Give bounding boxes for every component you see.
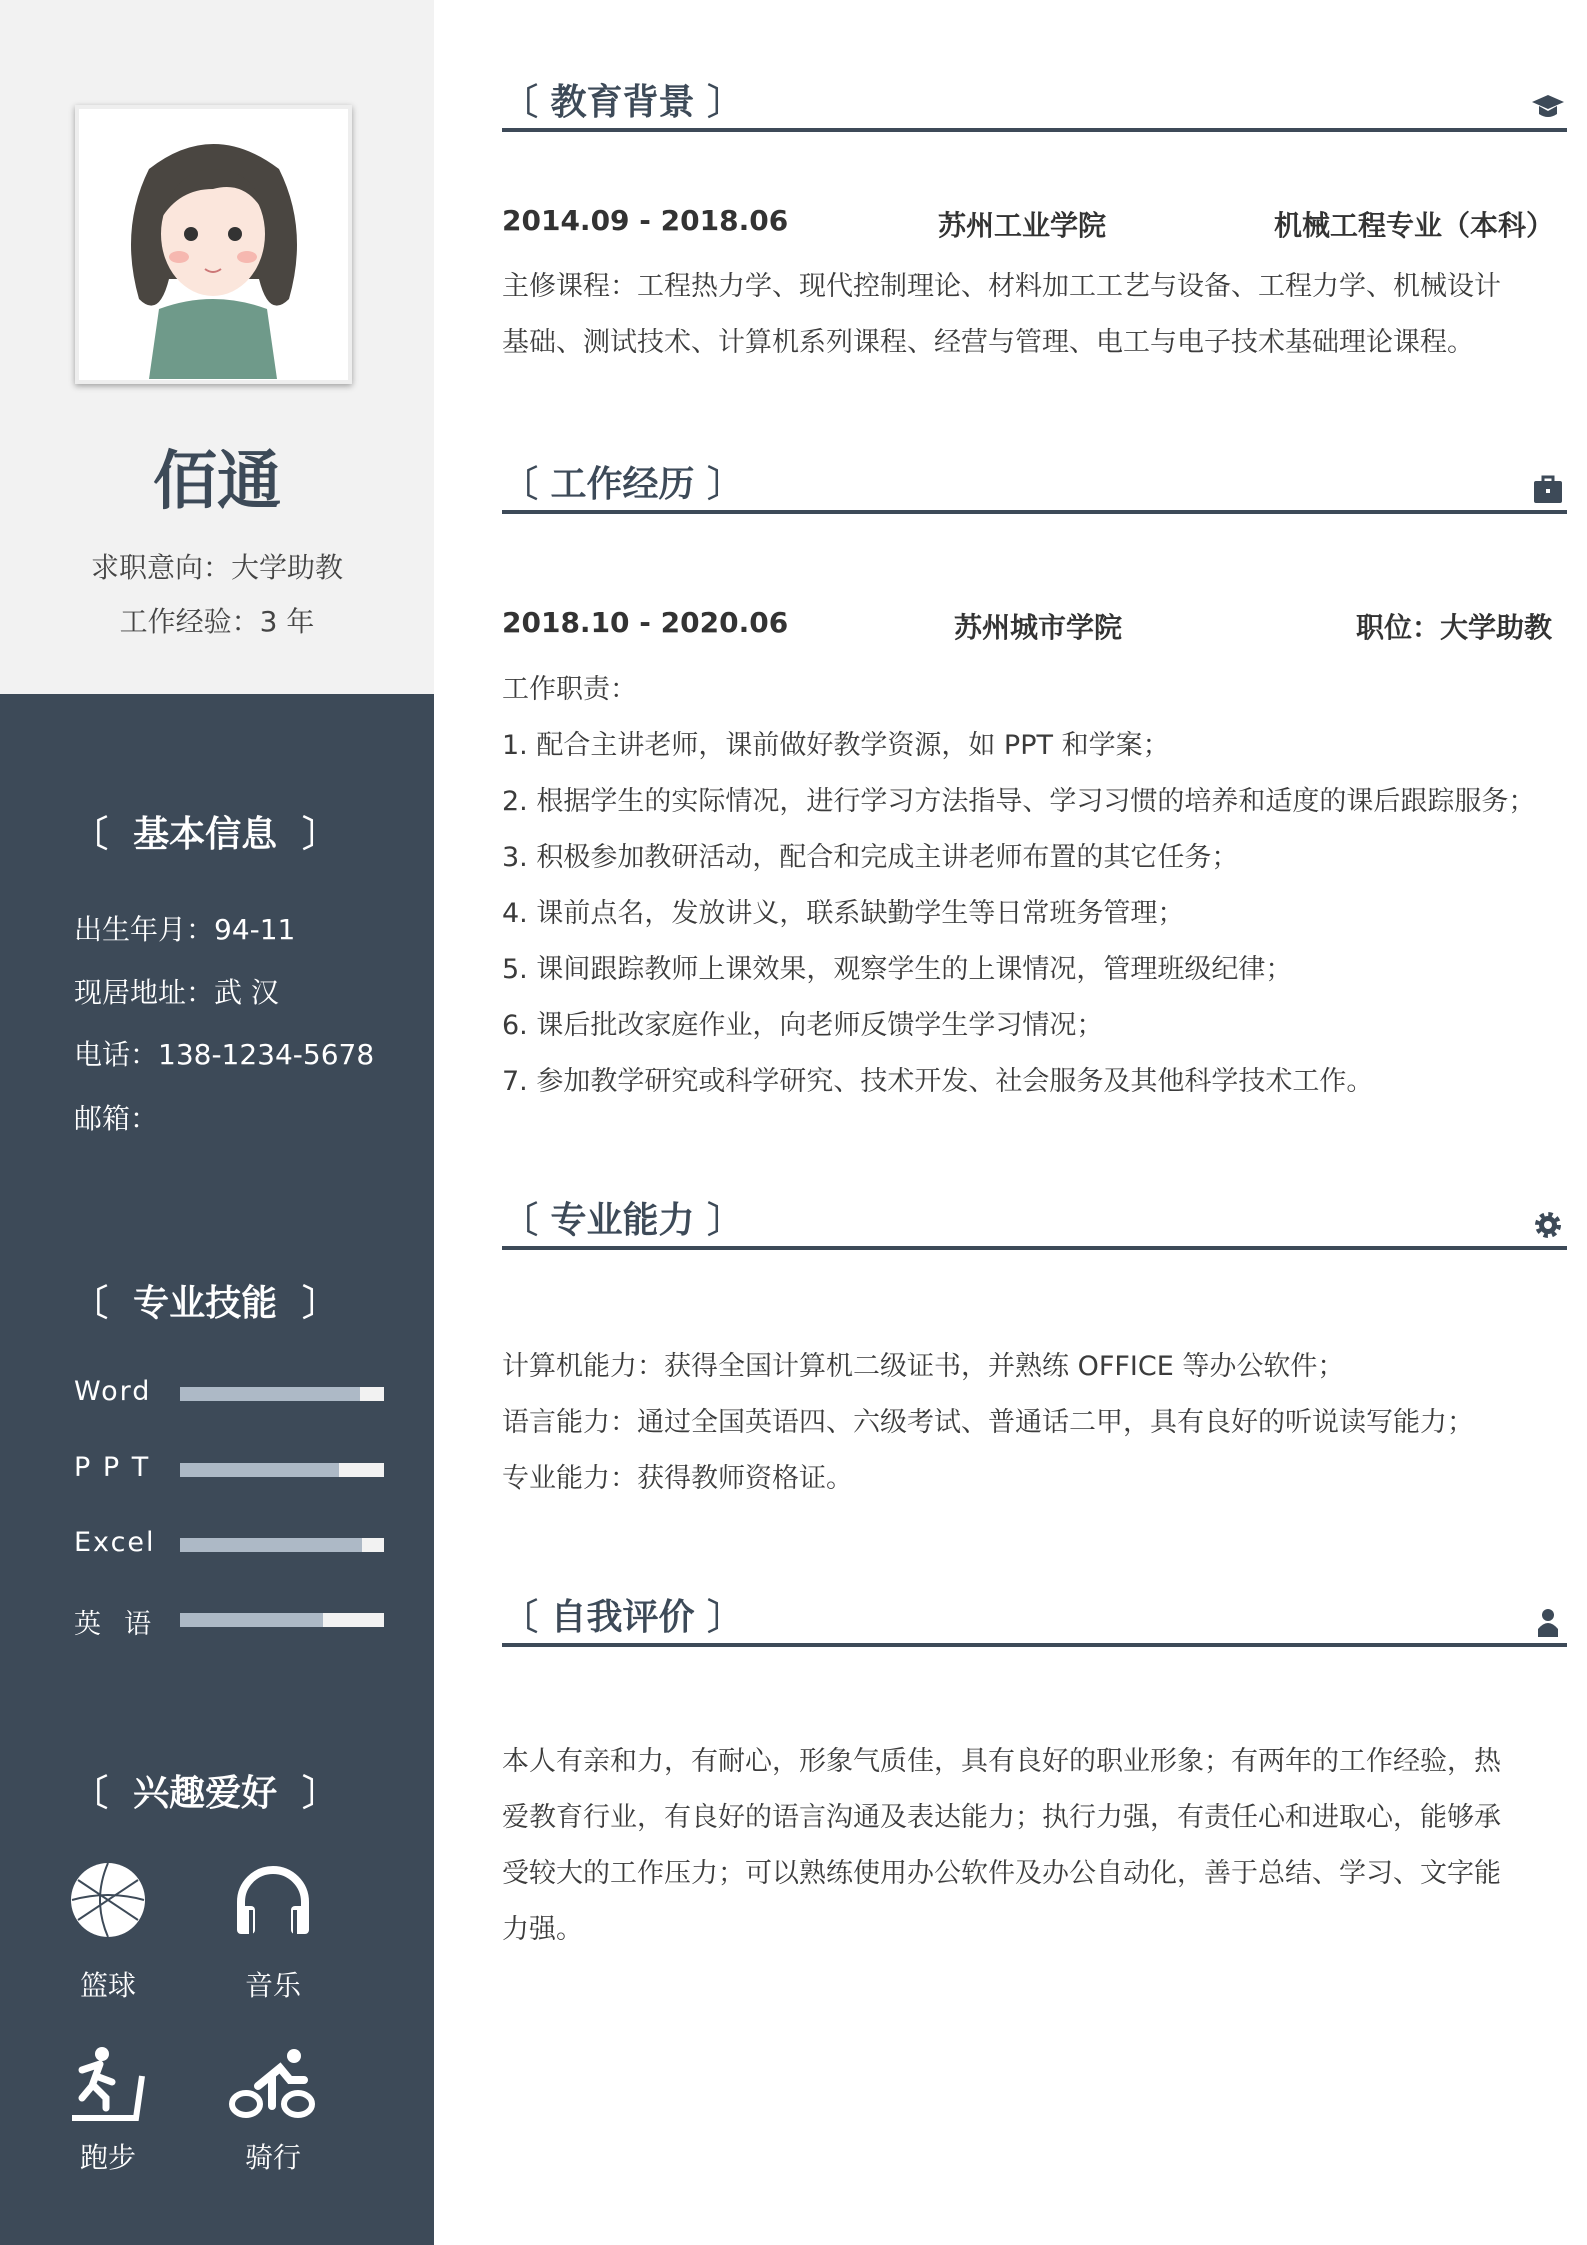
skill-level-fill	[180, 1387, 360, 1401]
education-school: 苏州工业学院	[938, 209, 1107, 242]
phone: 电话：138-1234-5678	[74, 1038, 375, 1071]
self-eval-line: 爱教育行业，有良好的语言沟通及表达能力；执行力强，有责任心和进取心，能够承	[502, 1802, 1501, 1833]
address: 现居地址：武 汉	[74, 976, 279, 1009]
self-eval-line: 力强。	[502, 1914, 583, 1945]
skill-label: Word	[74, 1376, 152, 1407]
course-line: 基础、测试技术、计算机系列课程、经营与管理、电工与电子技术基础理论课程。	[502, 327, 1474, 358]
hobby-running	[48, 2046, 168, 2176]
duty-item: 7. 参加教学研究或科学研究、技术开发、社会服务及其他科学技术工作。	[502, 1066, 1374, 1097]
education-date: 2014.09 - 2018.06	[502, 204, 789, 237]
basketball-icon	[70, 1862, 146, 1938]
section-divider	[502, 1643, 1567, 1647]
abilities-section-header	[502, 1200, 1567, 1256]
skill-label: Excel	[74, 1527, 156, 1558]
headphones-icon	[235, 1862, 311, 1938]
abilities-list	[502, 1339, 1562, 1507]
ability-item: 专业能力：获得教师资格证。	[502, 1463, 853, 1494]
hobby-music	[213, 1862, 333, 2004]
skill-level-bar	[180, 1387, 384, 1401]
treadmill-runner-icon	[70, 2046, 146, 2122]
duty-item: 3. 积极参加教研活动，配合和完成主讲老师布置的其它任务；	[502, 842, 1239, 873]
person-icon	[1531, 1605, 1565, 1639]
work-position: 职位：大学助教	[1355, 611, 1552, 644]
section-divider	[502, 1246, 1567, 1250]
hobby-label: 篮球	[79, 1969, 136, 2002]
hobbies-heading: 〔 兴趣爱好 〕	[72, 1773, 339, 1814]
basic-info-heading: 〔 基本信息 〕	[72, 814, 339, 855]
self-eval-line: 受较大的工作压力；可以熟练使用办公软件及办公自动化，善于总结、学习、文字能	[502, 1858, 1501, 1889]
self-eval-line: 本人有亲和力，有耐心，形象气质佳，具有良好的职业形象；有两年的工作经验，热	[502, 1746, 1501, 1777]
work-date: 2018.10 - 2020.06	[502, 606, 789, 639]
work-heading: 〔 工作经历 〕	[502, 464, 744, 505]
education-courses	[502, 259, 1562, 371]
work-duties	[502, 662, 1562, 1110]
education-section-header	[502, 82, 1567, 138]
course-line: 主修课程：工程热力学、现代控制理论、材料加工工艺与设备、工程力学、机械设计	[502, 271, 1501, 302]
work-company: 苏州城市学院	[954, 611, 1123, 644]
gear-icon	[1531, 1208, 1565, 1242]
duty-item: 6. 课后批改家庭作业，向老师反馈学生学习情况；	[502, 1010, 1104, 1041]
section-divider	[502, 128, 1567, 132]
hobby-label: 跑步	[79, 2141, 136, 2174]
self-eval-text	[502, 1734, 1562, 1958]
duty-item: 2. 根据学生的实际情况，进行学习方法指导、学习习惯的培养和适度的课后跟踪服务；	[502, 786, 1536, 817]
duty-item: 1. 配合主讲老师，课前做好教学资源，如 PPT 和学案；	[502, 730, 1170, 761]
duty-item: 4. 课前点名，发放讲义，联系缺勤学生等日常班务管理；	[502, 898, 1185, 929]
cycling-icon	[228, 2046, 318, 2122]
skill-label: P P T	[74, 1452, 151, 1483]
skill-label: 英 语	[74, 1609, 154, 1640]
hobby-basketball	[48, 1862, 168, 2004]
ability-item: 计算机能力：获得全国计算机二级证书，并熟练 OFFICE 等办公软件；	[502, 1351, 1345, 1382]
ability-item: 语言能力：通过全国英语四、六级考试、普通话二甲，具有良好的听说读写能力；	[502, 1407, 1474, 1438]
self-eval-section-header	[502, 1597, 1567, 1653]
briefcase-icon	[1531, 472, 1565, 506]
birth-date: 出生年月：94-11	[74, 913, 296, 946]
self-eval-heading: 〔 自我评价 〕	[502, 1597, 744, 1638]
skill-level-fill	[180, 1613, 323, 1627]
work-section-header	[502, 464, 1567, 520]
hobby-label: 骑行	[244, 2141, 301, 2174]
duties-label: 工作职责：	[502, 674, 637, 705]
skills-heading: 〔 专业技能 〕	[72, 1283, 339, 1324]
skill-level-fill	[180, 1538, 362, 1552]
email: 邮箱：	[74, 1102, 159, 1135]
abilities-heading: 〔 专业能力 〕	[502, 1200, 744, 1241]
duty-item: 5. 课间跟踪教师上课效果，观察学生的上课情况，管理班级纪律；	[502, 954, 1293, 985]
skill-level-bar	[180, 1538, 384, 1552]
candidate-name: 佰通	[153, 445, 281, 519]
section-divider	[502, 510, 1567, 514]
work-experience-years: 工作经验：3 年	[119, 605, 315, 638]
education-heading: 〔 教育背景 〕	[502, 82, 744, 123]
hobby-cycling	[213, 2046, 333, 2176]
avatar-photo	[75, 105, 352, 384]
skill-level-bar	[180, 1463, 384, 1477]
hobby-label: 音乐	[244, 1969, 301, 2002]
skill-level-bar	[180, 1613, 384, 1627]
job-intent: 求职意向：大学助教	[90, 551, 343, 584]
skill-level-fill	[180, 1463, 339, 1477]
education-major: 机械工程专业（本科）	[1273, 209, 1554, 242]
graduation-cap-icon	[1531, 90, 1565, 124]
